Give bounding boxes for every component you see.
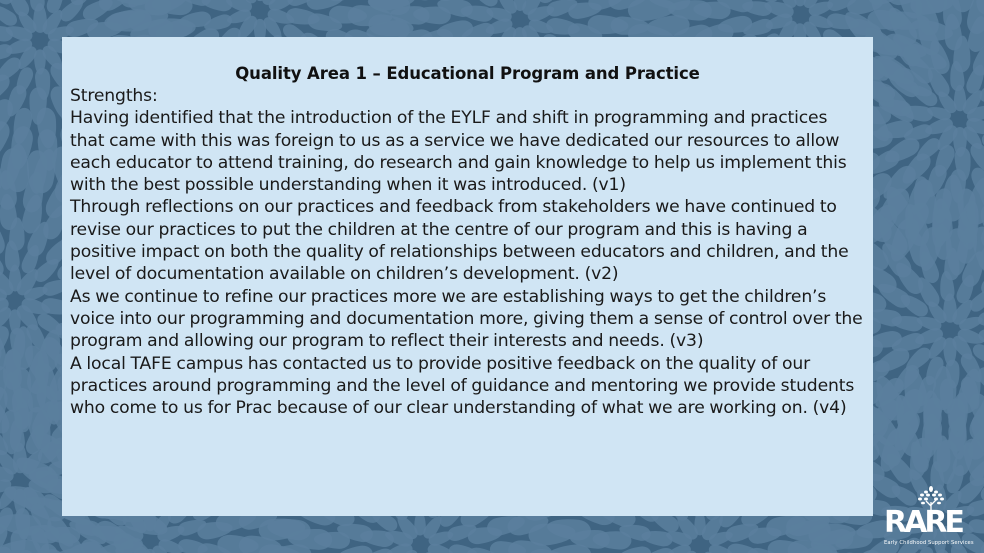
slide-body <box>70 85 865 419</box>
section-label: Strengths: <box>70 86 158 106</box>
strength-paragraph-4: A local TAFE campus has contacted us to provide positive feedback on the quality of our practices around programming and the level of guidance and mentoring we provide students who come to us for Prac because of our clear understanding of what we are working on. (v4) <box>70 353 855 419</box>
logo-tagline: Early Childhood Support Services <box>884 540 974 546</box>
slide-title: Quality Area 1 – Educational Program and Practice <box>235 64 700 83</box>
content-panel <box>62 37 873 516</box>
logo-wordmark: RARE <box>884 505 962 540</box>
strength-paragraph-3: As we continue to refine our practices more we are establishing ways to get the children’s voice into our programming and documentation more, giving them a sense of control over the program and allowing our program to reflect their interests and needs. (v3) <box>70 286 863 352</box>
rare-logo <box>882 486 980 548</box>
strength-paragraph-1: Having identified that the introduction of the EYLF and shift in programming and practices that came with this was foreign to us as a service we have dedicated our resources to allow each educator to attend training, do research and gain knowledge to help us implement this with the best possible understanding when it was introduced. (v1) <box>70 108 847 196</box>
strength-paragraph-2: Through reflections on our practices and feedback from stakeholders we have continued to revise our practices to put the children at the centre of our program and this is having a positive impact on both the quality of relationships between educators and children, and the level of documentation available on children’s development. (v2) <box>70 197 849 285</box>
